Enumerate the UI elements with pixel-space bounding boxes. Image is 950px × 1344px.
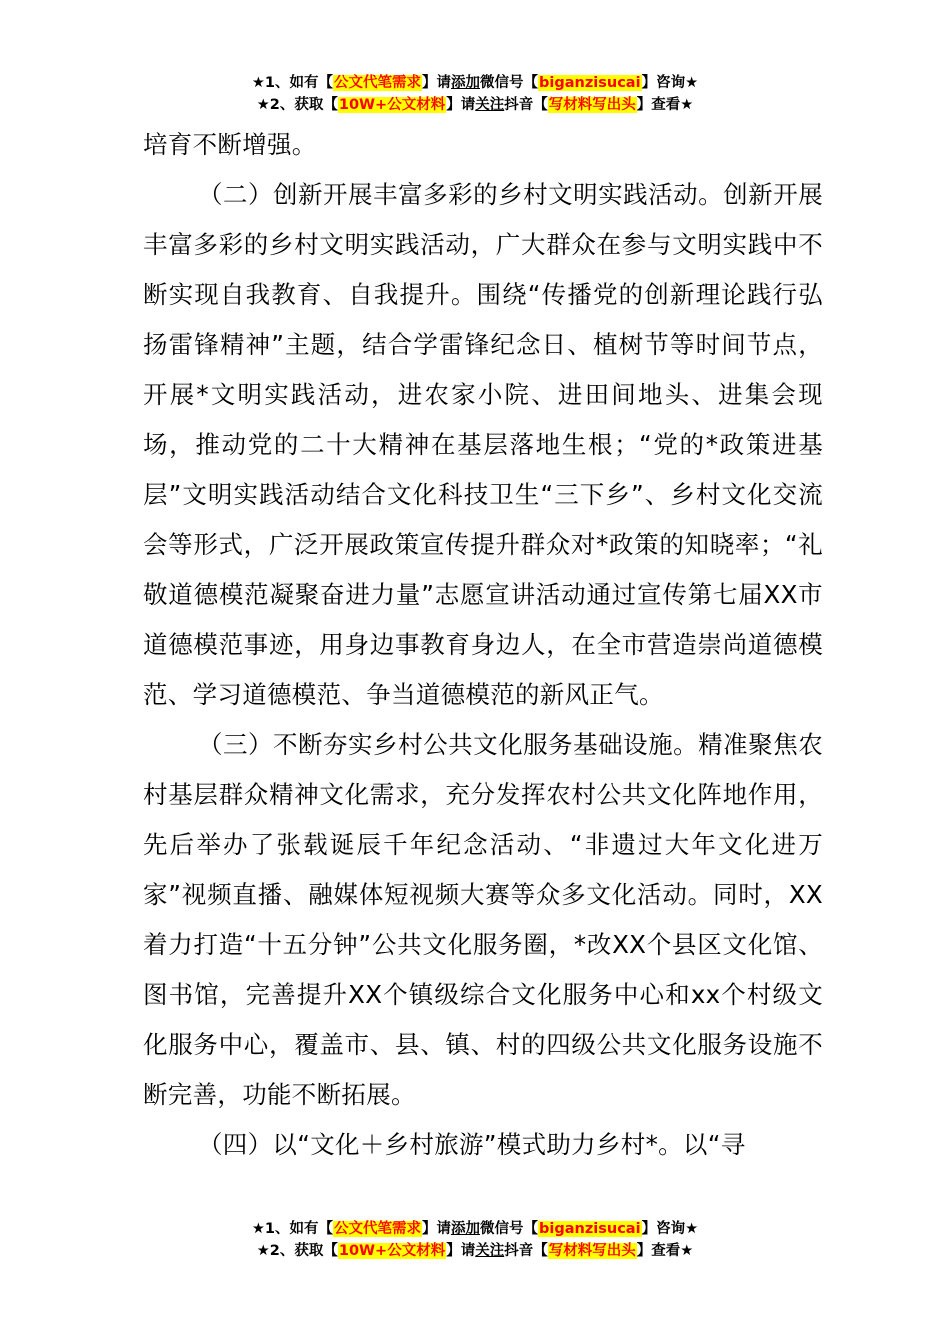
header-banner-line-1: ★1、如有【公文代笔需求】请添加微信号【biganzisucai】咨询★ — [251, 75, 699, 91]
highlight-douyin-account: 写材料写出头 — [548, 1243, 636, 1259]
header-banner — [0, 72, 950, 116]
highlight-materials: 10W+公文材料 — [338, 97, 446, 113]
highlight-wechat-id: biganzisucai — [539, 1221, 641, 1237]
paragraph-section-3: （三）不断夯实乡村公共文化服务基础设施。精准聚焦农村基层群众精神文化需求，充分发挥农村公共文化阵地作用，先后举办了张载诞辰千年纪念活动、“非遗过大年文化进万家”视频直播、融媒体短视频大赛等众多文化活动。同时，XX着力打造“十五分钟”公共文化服务圈，*改XX个县区文化馆、图书馆，完善提升XX个镇级综合文化服务中心和xx个村级文化服务中心，覆盖市、县、镇、村的四级公共文化服务设施不断完善，功能不断拓展。 — [143, 730, 823, 1109]
header-banner-line-2: ★2、获取【10W+公文材料】请关注抖音【写材料写出头】查看★ — [256, 97, 694, 113]
footer-banner-line-1: ★1、如有【公文代笔需求】请添加微信号【biganzisucai】咨询★ — [251, 1221, 699, 1237]
highlight-materials: 10W+公文材料 — [338, 1243, 446, 1259]
paragraph-section-4: （四）以“文化＋乡村旅游”模式助力乡村*。以“寻 — [198, 1130, 746, 1159]
paragraph-continuation: 培育不断增强。 — [143, 130, 317, 159]
paragraph-section-2: （二）创新开展丰富多彩的乡村文明实践活动。创新开展丰富多彩的乡村文明实践活动，广大群众在参与文明实践中不断实现自我教育、自我提升。围绕“传播党的创新理论践行弘扬雷锋精神”主题，结合学雷锋纪念日、植树节等时间节点，开展*文明实践活动，进农家小院、进田间地头、进集会现场，推动党的二十大精神在基层落地生根；“党的*政策进基层”文明实践活动结合文化科技卫生“三下乡”、乡村文化交流会等形式，广泛开展政策宣传提升群众对*政策的知晓率；“礼敬道德模范凝聚奋进力量”志愿宣讲活动通过宣传第七届XX市道德模范事迹，用身边事教育身边人，在全市营造崇尚道德模范、学习道德模范、争当道德模范的新风正气。 — [143, 180, 823, 709]
highlight-service: 公文代笔需求 — [334, 75, 422, 91]
highlight-wechat-id: biganzisucai — [539, 75, 641, 91]
highlight-douyin-account: 写材料写出头 — [548, 97, 636, 113]
footer-banner — [0, 1218, 950, 1262]
footer-banner-line-2: ★2、获取【10W+公文材料】请关注抖音【写材料写出头】查看★ — [256, 1243, 694, 1259]
document-body — [143, 120, 823, 1170]
highlight-service: 公文代笔需求 — [334, 1221, 422, 1237]
